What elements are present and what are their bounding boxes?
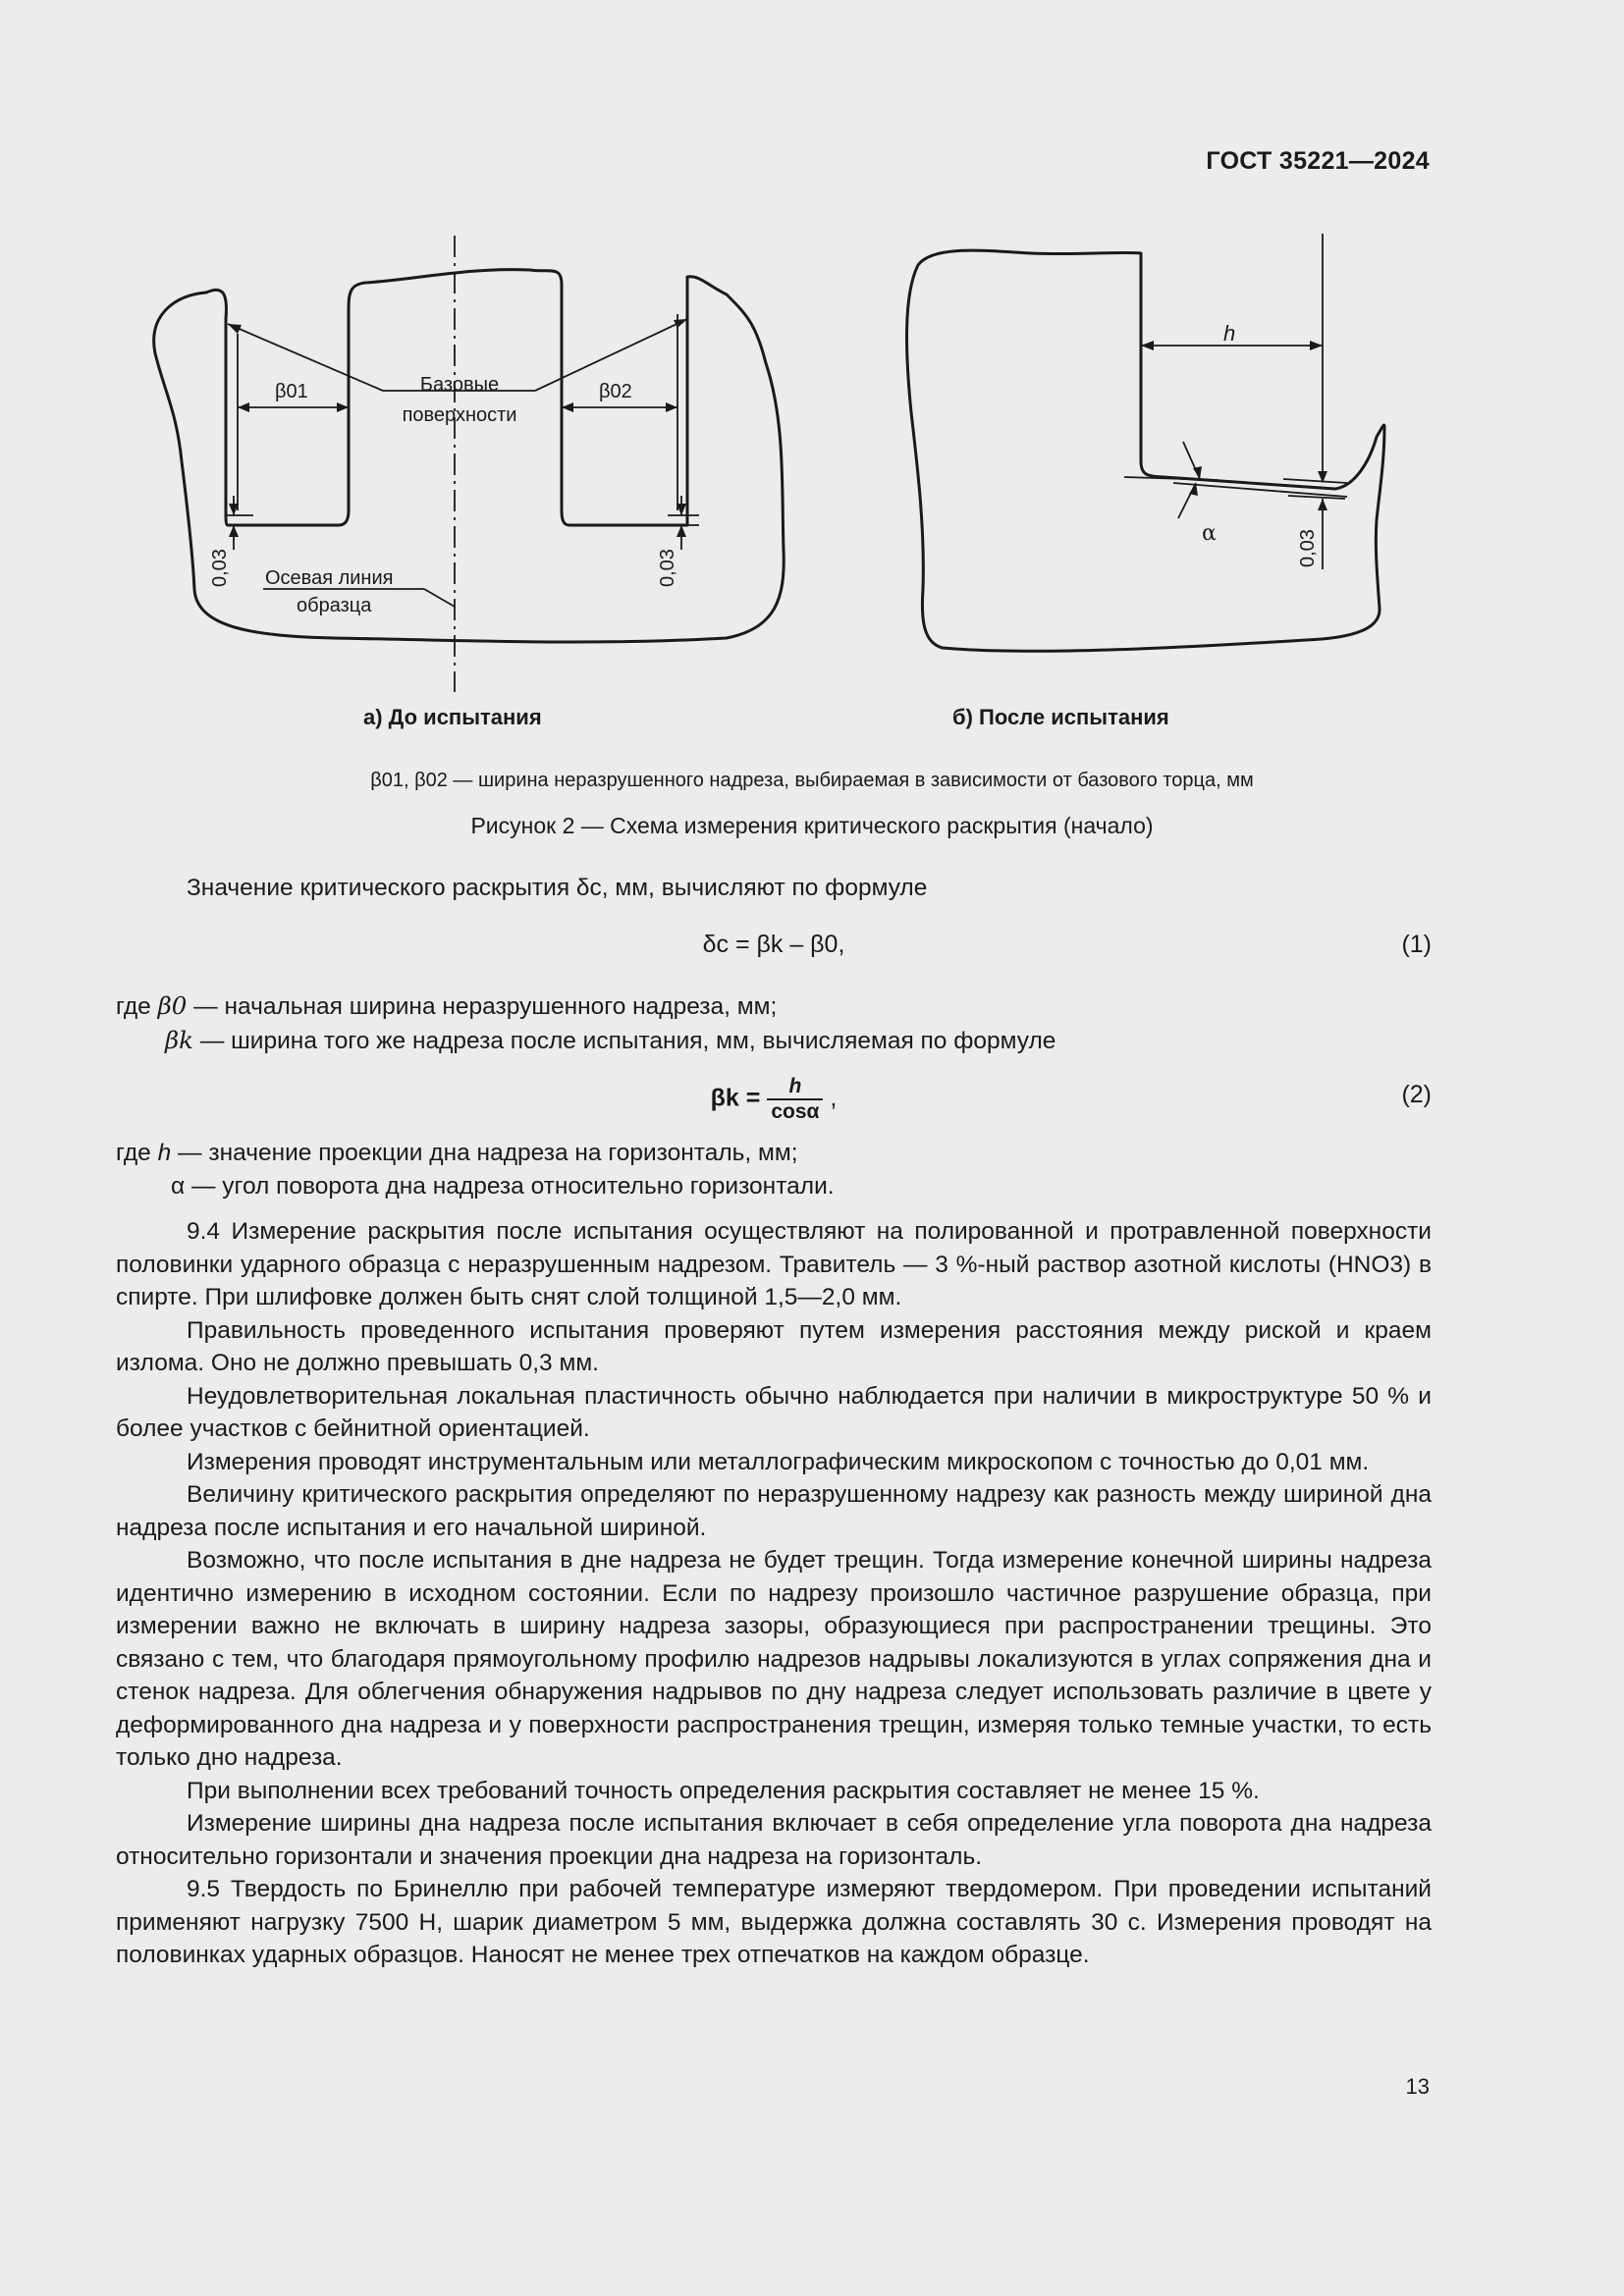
- where-item-betak: βk — ширина того же надреза после испытания, мм, вычисляемая по формуле: [165, 1026, 1056, 1054]
- caption-b: б) После испытания: [952, 705, 1169, 729]
- dim-003-left: 0,03: [209, 549, 231, 587]
- caption-a: а) До испытания: [363, 705, 542, 729]
- specimen-b-outline: [907, 250, 1384, 651]
- base-surfaces-label-2: поверхности: [402, 404, 517, 426]
- body-paragraphs: [116, 1215, 1432, 1972]
- paragraph: 9.4 Измерение раскрытия после испытания осуществляют на полированной и протравленной поверхности половинки ударного образца с неразрушенным надрезом. Травитель — 3 %-ный раствор азотной кислоты (HNO3) в спирте. При шлифовке должен быть снят слой толщиной 1,5—2,0 мм.: [116, 1218, 1432, 1310]
- specimen-a-outline: [154, 270, 785, 642]
- beta01-label: β01: [275, 381, 308, 402]
- paragraph: Величину критического раскрытия определяют по неразрушенному надрезу как разность между шириной дна надреза после испытания и его начальной шириной.: [116, 1481, 1432, 1541]
- h-label: h: [1223, 321, 1236, 346]
- intro-text: Значение критического раскрытия δc, мм, вычисляют по формуле: [187, 875, 928, 901]
- paragraph: Измерение ширины дна надреза после испытания включает в себя определение угла поворота дна надреза относительно горизонтали и значения проекции дна надреза на горизонталь.: [116, 1810, 1432, 1870]
- figure-2-diagram: [0, 0, 1624, 746]
- figure-title: Рисунок 2 — Схема измерения критического раскрытия (начало): [470, 813, 1154, 838]
- paragraph: Неудовлетворительная локальная пластичность обычно наблюдается при наличии в микроструктуре 50 % и более участков с бейнитной ориентацией.: [116, 1382, 1432, 1442]
- where-item-alpha: α — угол поворота дна надреза относительно горизонтали.: [171, 1173, 835, 1200]
- paragraph: 9.5 Твердость по Бринеллю при рабочей температуре измеряют твердомером. При проведении испытаний применяют нагрузку 7500 Н, шарик диаметром 5 мм, выдержка должна составлять 30 с. Измерения проводят на половинках ударных образцов. Наносят не менее трех отпечатков на каждом образце.: [116, 1876, 1432, 1968]
- dim-003-mid: 0,03: [657, 549, 678, 587]
- where-block-2: [116, 1137, 1432, 1203]
- where-block-1: [116, 989, 1432, 1058]
- beta02-label: β02: [599, 381, 632, 402]
- alpha-label: α: [1202, 521, 1217, 546]
- figure-legend: β01, β02 — ширина неразрушенного надреза, выбираемая в зависимости от базового торца, мм: [370, 770, 1254, 791]
- paragraph: Возможно, что после испытания в дне надреза не будет трещин. Тогда измерение конечной ширины надреза идентично измерению в исходном состоянии. Если по надрезу произошло частичное разрушение образца, при измерении важно не включать в ширину надреза зазоры, образующиеся при распространении трещины. Это связано с тем, что благодаря прямоугольному профилю надрезов надрывы локализуются в углах сопряжения дна и стенок надреза. Для облегчения обнаружения надрывов по дну надреза следует использовать различие в цвете у деформированного дна надреза и у поверхности распространения трещин, измеряя только темные участки, то есть только дно надреза.: [116, 1547, 1432, 1771]
- paragraph: При выполнении всех требований точность определения раскрытия составляет не менее 15 %.: [187, 1777, 1260, 1804]
- where-item-h: где h — значение проекции дна надреза на горизонталь, мм;: [116, 1140, 798, 1166]
- paragraph: Правильность проведенного испытания проверяют путем измерения расстояния между риской и краем излома. Оно не должно превышать 0,3 мм.: [116, 1316, 1432, 1376]
- paragraph: Измерения проводят инструментальным или металлографическим микроскопом с точностью до 0,01 мм.: [187, 1448, 1370, 1475]
- axis-label-1: Осевая линия: [265, 567, 394, 589]
- page-number: 13: [1405, 2074, 1430, 2099]
- formula-2: βk = $\frac{h}{\cos\alpha}$ , (2): [710, 1075, 1432, 1123]
- formula-1: δc = βk – β0, (1): [702, 931, 1432, 958]
- dim-003-right: 0,03: [1297, 529, 1319, 567]
- base-surfaces-label-1: Базовые: [419, 374, 500, 396]
- document-code: ГОСТ 35221—2024: [1206, 147, 1430, 175]
- axis-label-2: образца: [297, 595, 372, 616]
- where-item-beta0: где β0 — начальная ширина неразрушенного надреза, мм;: [116, 991, 778, 1020]
